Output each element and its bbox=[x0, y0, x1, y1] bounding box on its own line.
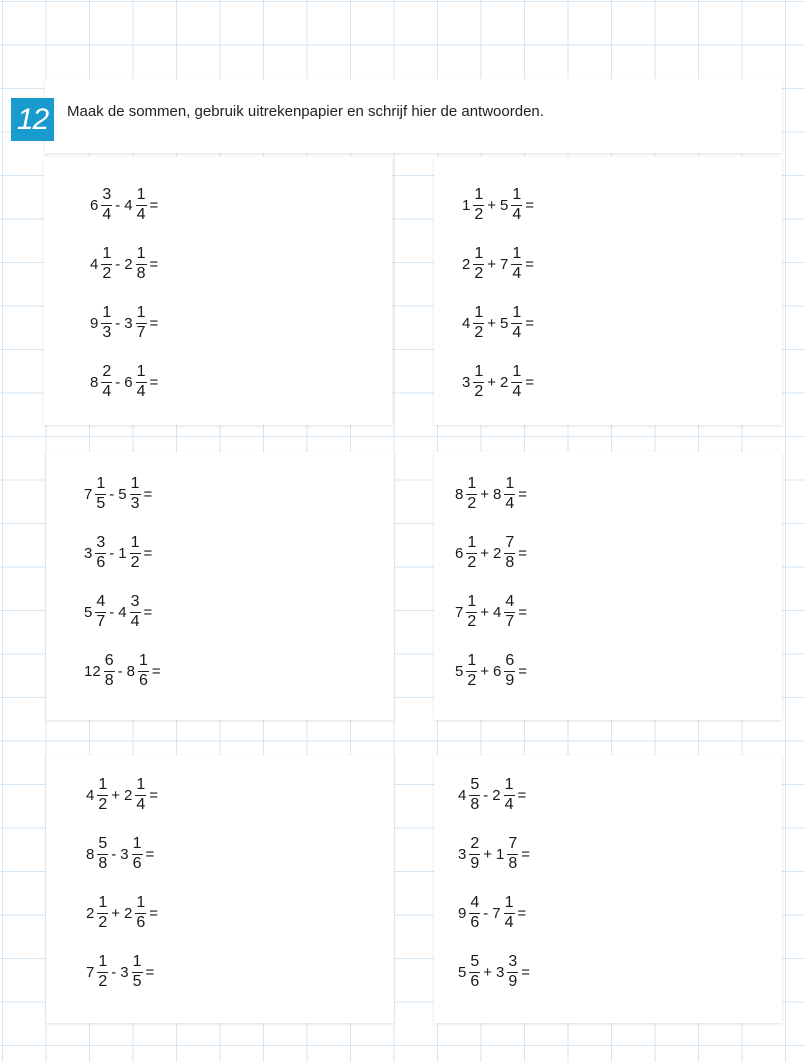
numerator: 4 bbox=[469, 895, 480, 914]
fraction-problem bbox=[88, 246, 160, 283]
denominator: 4 bbox=[512, 323, 522, 341]
whole-number: 3 bbox=[462, 373, 471, 391]
denominator: 6 bbox=[470, 972, 480, 990]
denominator: 7 bbox=[505, 612, 515, 630]
exercise-number-badge: 12 bbox=[11, 98, 54, 141]
denominator: 8 bbox=[136, 264, 146, 282]
operator: - bbox=[115, 373, 121, 391]
whole-number: 4 bbox=[458, 786, 467, 804]
numerator: 1 bbox=[136, 364, 147, 383]
numerator: 5 bbox=[469, 954, 480, 973]
fraction bbox=[469, 836, 480, 873]
whole-number: 6 bbox=[124, 373, 133, 391]
fraction bbox=[507, 954, 518, 991]
whole-number: 9 bbox=[458, 904, 467, 922]
operator: + bbox=[487, 196, 497, 214]
denominator: 3 bbox=[102, 323, 112, 341]
fraction bbox=[473, 246, 484, 283]
operator: - bbox=[111, 845, 117, 863]
numerator: 1 bbox=[504, 476, 515, 495]
denominator: 4 bbox=[136, 205, 146, 223]
fraction-problem bbox=[88, 364, 160, 401]
whole-number: 12 bbox=[84, 662, 101, 680]
operator: - bbox=[109, 603, 115, 621]
equals-sign: = bbox=[517, 904, 527, 922]
operator: + bbox=[487, 373, 497, 391]
numerator: 1 bbox=[97, 777, 108, 796]
denominator: 2 bbox=[474, 382, 484, 400]
operator: + bbox=[480, 544, 490, 562]
fraction-problem bbox=[460, 364, 536, 401]
denominator: 8 bbox=[508, 854, 518, 872]
exercise-panel bbox=[434, 755, 782, 1023]
operator: - bbox=[117, 662, 123, 680]
denominator: 2 bbox=[474, 323, 484, 341]
fraction bbox=[473, 187, 484, 224]
whole-number: 2 bbox=[462, 255, 471, 273]
numerator: 1 bbox=[466, 594, 477, 613]
exercise-panel bbox=[46, 452, 394, 720]
denominator: 2 bbox=[467, 671, 477, 689]
fraction bbox=[511, 305, 522, 342]
numerator: 2 bbox=[101, 364, 112, 383]
numerator: 1 bbox=[138, 653, 149, 672]
denominator: 8 bbox=[505, 553, 515, 571]
fraction bbox=[469, 895, 480, 932]
equals-sign: = bbox=[518, 662, 528, 680]
operator: - bbox=[115, 196, 121, 214]
numerator: 1 bbox=[132, 836, 143, 855]
whole-number: 5 bbox=[118, 485, 127, 503]
whole-number: 6 bbox=[90, 196, 99, 214]
exercise-panel bbox=[434, 452, 782, 720]
equals-sign: = bbox=[517, 786, 527, 804]
fraction bbox=[504, 594, 515, 631]
numerator: 6 bbox=[104, 653, 115, 672]
denominator: 4 bbox=[504, 795, 514, 813]
fraction bbox=[101, 187, 112, 224]
whole-number: 2 bbox=[500, 373, 509, 391]
numerator: 1 bbox=[101, 246, 112, 265]
fraction bbox=[132, 954, 143, 991]
denominator: 9 bbox=[470, 854, 480, 872]
denominator: 5 bbox=[132, 972, 142, 990]
numerator: 1 bbox=[97, 895, 108, 914]
fraction-problem bbox=[84, 836, 156, 873]
fraction bbox=[466, 476, 477, 513]
fraction bbox=[135, 777, 146, 814]
fraction bbox=[135, 895, 146, 932]
numerator: 1 bbox=[135, 777, 146, 796]
operator: - bbox=[115, 314, 121, 332]
equals-sign: = bbox=[525, 373, 535, 391]
operator: + bbox=[487, 255, 497, 273]
fraction bbox=[138, 653, 149, 690]
fraction bbox=[504, 535, 515, 572]
fraction bbox=[101, 364, 112, 401]
whole-number: 2 bbox=[124, 255, 133, 273]
fraction bbox=[473, 305, 484, 342]
fraction bbox=[97, 954, 108, 991]
fraction bbox=[130, 535, 141, 572]
denominator: 6 bbox=[96, 553, 106, 571]
numerator: 3 bbox=[101, 187, 112, 206]
whole-number: 3 bbox=[84, 544, 93, 562]
fraction-problem bbox=[460, 187, 536, 224]
whole-number: 1 bbox=[118, 544, 127, 562]
whole-number: 1 bbox=[496, 845, 505, 863]
operator: + bbox=[480, 662, 490, 680]
exercise-panel bbox=[44, 157, 392, 425]
fraction-problem bbox=[453, 535, 529, 572]
whole-number: 4 bbox=[118, 603, 127, 621]
fraction bbox=[136, 246, 147, 283]
equals-sign: = bbox=[149, 255, 159, 273]
fraction bbox=[136, 187, 147, 224]
fraction bbox=[511, 187, 522, 224]
denominator: 8 bbox=[98, 854, 108, 872]
numerator: 1 bbox=[511, 246, 522, 265]
numerator: 1 bbox=[511, 364, 522, 383]
denominator: 7 bbox=[96, 612, 106, 630]
whole-number: 5 bbox=[500, 196, 509, 214]
denominator: 4 bbox=[512, 205, 522, 223]
whole-number: 3 bbox=[120, 845, 129, 863]
operator: - bbox=[109, 544, 115, 562]
equals-sign: = bbox=[145, 963, 155, 981]
denominator: 9 bbox=[508, 972, 518, 990]
whole-number: 2 bbox=[86, 904, 95, 922]
whole-number: 4 bbox=[90, 255, 99, 273]
denominator: 2 bbox=[98, 795, 108, 813]
fraction bbox=[504, 653, 515, 690]
denominator: 6 bbox=[470, 913, 480, 931]
denominator: 6 bbox=[138, 671, 148, 689]
denominator: 5 bbox=[96, 494, 106, 512]
fraction-problem bbox=[88, 305, 160, 342]
numerator: 4 bbox=[504, 594, 515, 613]
numerator: 1 bbox=[136, 246, 147, 265]
numerator: 1 bbox=[136, 187, 147, 206]
numerator: 1 bbox=[466, 535, 477, 554]
operator: - bbox=[115, 255, 121, 273]
denominator: 2 bbox=[474, 205, 484, 223]
fraction bbox=[136, 305, 147, 342]
denominator: 4 bbox=[102, 205, 112, 223]
fraction bbox=[469, 954, 480, 991]
numerator: 1 bbox=[504, 777, 515, 796]
fraction bbox=[104, 653, 115, 690]
numerator: 1 bbox=[132, 954, 143, 973]
fraction-problem bbox=[88, 187, 160, 224]
fraction-problem bbox=[456, 954, 532, 991]
denominator: 2 bbox=[130, 553, 140, 571]
numerator: 1 bbox=[136, 305, 147, 324]
fraction bbox=[97, 777, 108, 814]
whole-number: 4 bbox=[124, 196, 133, 214]
fraction bbox=[95, 476, 106, 513]
denominator: 4 bbox=[136, 382, 146, 400]
denominator: 2 bbox=[467, 612, 477, 630]
fraction-problem bbox=[82, 653, 163, 690]
fraction bbox=[504, 777, 515, 814]
numerator: 1 bbox=[130, 476, 141, 495]
whole-number: 8 bbox=[90, 373, 99, 391]
equals-sign: = bbox=[518, 544, 528, 562]
numerator: 1 bbox=[101, 305, 112, 324]
numerator: 1 bbox=[135, 895, 146, 914]
equals-sign: = bbox=[149, 196, 159, 214]
exercise-instruction: Maak de sommen, gebruik uitrekenpapier en schrijf hier de antwoorden. bbox=[67, 103, 544, 120]
denominator: 8 bbox=[470, 795, 480, 813]
fraction bbox=[95, 535, 106, 572]
operator: + bbox=[483, 963, 493, 981]
fraction bbox=[101, 246, 112, 283]
numerator: 2 bbox=[469, 836, 480, 855]
operator: + bbox=[483, 845, 493, 863]
fraction-problem bbox=[456, 777, 528, 814]
denominator: 7 bbox=[136, 323, 146, 341]
denominator: 2 bbox=[98, 913, 108, 931]
equals-sign: = bbox=[151, 662, 161, 680]
numerator: 1 bbox=[473, 246, 484, 265]
numerator: 6 bbox=[504, 653, 515, 672]
whole-number: 9 bbox=[90, 314, 99, 332]
denominator: 6 bbox=[136, 913, 146, 931]
fraction-problem bbox=[453, 594, 529, 631]
whole-number: 7 bbox=[455, 603, 464, 621]
whole-number: 1 bbox=[462, 196, 471, 214]
numerator: 5 bbox=[469, 777, 480, 796]
denominator: 4 bbox=[136, 795, 146, 813]
whole-number: 7 bbox=[500, 255, 509, 273]
fraction-problem bbox=[82, 535, 154, 572]
whole-number: 8 bbox=[455, 485, 464, 503]
denominator: 2 bbox=[467, 494, 477, 512]
numerator: 1 bbox=[511, 305, 522, 324]
equals-sign: = bbox=[518, 485, 528, 503]
whole-number: 8 bbox=[493, 485, 502, 503]
numerator: 1 bbox=[473, 187, 484, 206]
whole-number: 6 bbox=[455, 544, 464, 562]
numerator: 4 bbox=[95, 594, 106, 613]
numerator: 1 bbox=[130, 535, 141, 554]
operator: + bbox=[111, 786, 121, 804]
fraction bbox=[504, 476, 515, 513]
denominator: 2 bbox=[102, 264, 112, 282]
whole-number: 2 bbox=[493, 544, 502, 562]
denominator: 4 bbox=[512, 264, 522, 282]
whole-number: 3 bbox=[458, 845, 467, 863]
denominator: 8 bbox=[104, 671, 114, 689]
denominator: 4 bbox=[130, 612, 140, 630]
fraction bbox=[101, 305, 112, 342]
operator: + bbox=[480, 603, 490, 621]
fraction-problem bbox=[456, 895, 528, 932]
exercise-panel bbox=[434, 157, 782, 425]
numerator: 1 bbox=[97, 954, 108, 973]
fraction bbox=[507, 836, 518, 873]
whole-number: 8 bbox=[86, 845, 95, 863]
operator: - bbox=[109, 485, 115, 503]
operator: + bbox=[487, 314, 497, 332]
fraction bbox=[469, 777, 480, 814]
fraction-problem bbox=[84, 777, 160, 814]
numerator: 1 bbox=[466, 653, 477, 672]
operator: + bbox=[111, 904, 121, 922]
whole-number: 3 bbox=[120, 963, 129, 981]
whole-number: 7 bbox=[492, 904, 501, 922]
numerator: 7 bbox=[507, 836, 518, 855]
fraction-problem bbox=[460, 246, 536, 283]
equals-sign: = bbox=[149, 314, 159, 332]
fraction bbox=[511, 364, 522, 401]
fraction-problem bbox=[84, 954, 156, 991]
whole-number: 3 bbox=[124, 314, 133, 332]
equals-sign: = bbox=[149, 786, 159, 804]
fraction bbox=[130, 594, 141, 631]
numerator: 3 bbox=[130, 594, 141, 613]
denominator: 4 bbox=[505, 494, 515, 512]
equals-sign: = bbox=[525, 314, 535, 332]
equals-sign: = bbox=[145, 845, 155, 863]
denominator: 6 bbox=[132, 854, 142, 872]
numerator: 1 bbox=[473, 305, 484, 324]
fraction bbox=[466, 594, 477, 631]
numerator: 1 bbox=[466, 476, 477, 495]
fraction bbox=[136, 364, 147, 401]
equals-sign: = bbox=[521, 845, 531, 863]
equals-sign: = bbox=[143, 485, 153, 503]
equals-sign: = bbox=[149, 904, 159, 922]
fraction bbox=[473, 364, 484, 401]
fraction bbox=[466, 653, 477, 690]
fraction-problem bbox=[453, 653, 529, 690]
numerator: 1 bbox=[504, 895, 515, 914]
fraction bbox=[511, 246, 522, 283]
numerator: 1 bbox=[95, 476, 106, 495]
operator: - bbox=[111, 963, 117, 981]
numerator: 3 bbox=[95, 535, 106, 554]
numerator: 5 bbox=[97, 836, 108, 855]
denominator: 2 bbox=[98, 972, 108, 990]
fraction bbox=[95, 594, 106, 631]
operator: + bbox=[480, 485, 490, 503]
fraction-problem bbox=[84, 895, 160, 932]
equals-sign: = bbox=[525, 255, 535, 273]
operator: - bbox=[483, 786, 489, 804]
whole-number: 5 bbox=[500, 314, 509, 332]
denominator: 4 bbox=[504, 913, 514, 931]
equals-sign: = bbox=[521, 963, 531, 981]
numerator: 3 bbox=[507, 954, 518, 973]
equals-sign: = bbox=[143, 603, 153, 621]
fraction bbox=[130, 476, 141, 513]
fraction bbox=[132, 836, 143, 873]
whole-number: 2 bbox=[124, 786, 133, 804]
fraction-problem bbox=[82, 476, 154, 513]
whole-number: 5 bbox=[458, 963, 467, 981]
operator: - bbox=[483, 904, 489, 922]
whole-number: 5 bbox=[84, 603, 93, 621]
whole-number: 3 bbox=[496, 963, 505, 981]
equals-sign: = bbox=[149, 373, 159, 391]
fraction bbox=[466, 535, 477, 572]
denominator: 4 bbox=[512, 382, 522, 400]
whole-number: 8 bbox=[126, 662, 135, 680]
equals-sign: = bbox=[525, 196, 535, 214]
whole-number: 6 bbox=[493, 662, 502, 680]
exercise-panel bbox=[46, 755, 394, 1023]
equals-sign: = bbox=[518, 603, 528, 621]
denominator: 9 bbox=[505, 671, 515, 689]
equals-sign: = bbox=[143, 544, 153, 562]
whole-number: 4 bbox=[462, 314, 471, 332]
fraction-problem bbox=[456, 836, 532, 873]
denominator: 4 bbox=[102, 382, 112, 400]
whole-number: 4 bbox=[493, 603, 502, 621]
fraction-problem bbox=[453, 476, 529, 513]
whole-number: 4 bbox=[86, 786, 95, 804]
denominator: 2 bbox=[467, 553, 477, 571]
whole-number: 2 bbox=[124, 904, 133, 922]
fraction bbox=[504, 895, 515, 932]
denominator: 3 bbox=[130, 494, 140, 512]
fraction bbox=[97, 836, 108, 873]
denominator: 2 bbox=[474, 264, 484, 282]
whole-number: 5 bbox=[455, 662, 464, 680]
whole-number: 7 bbox=[84, 485, 93, 503]
numerator: 1 bbox=[511, 187, 522, 206]
numerator: 1 bbox=[473, 364, 484, 383]
fraction-problem bbox=[460, 305, 536, 342]
whole-number: 2 bbox=[492, 786, 501, 804]
numerator: 7 bbox=[504, 535, 515, 554]
whole-number: 7 bbox=[86, 963, 95, 981]
fraction bbox=[97, 895, 108, 932]
fraction-problem bbox=[82, 594, 154, 631]
